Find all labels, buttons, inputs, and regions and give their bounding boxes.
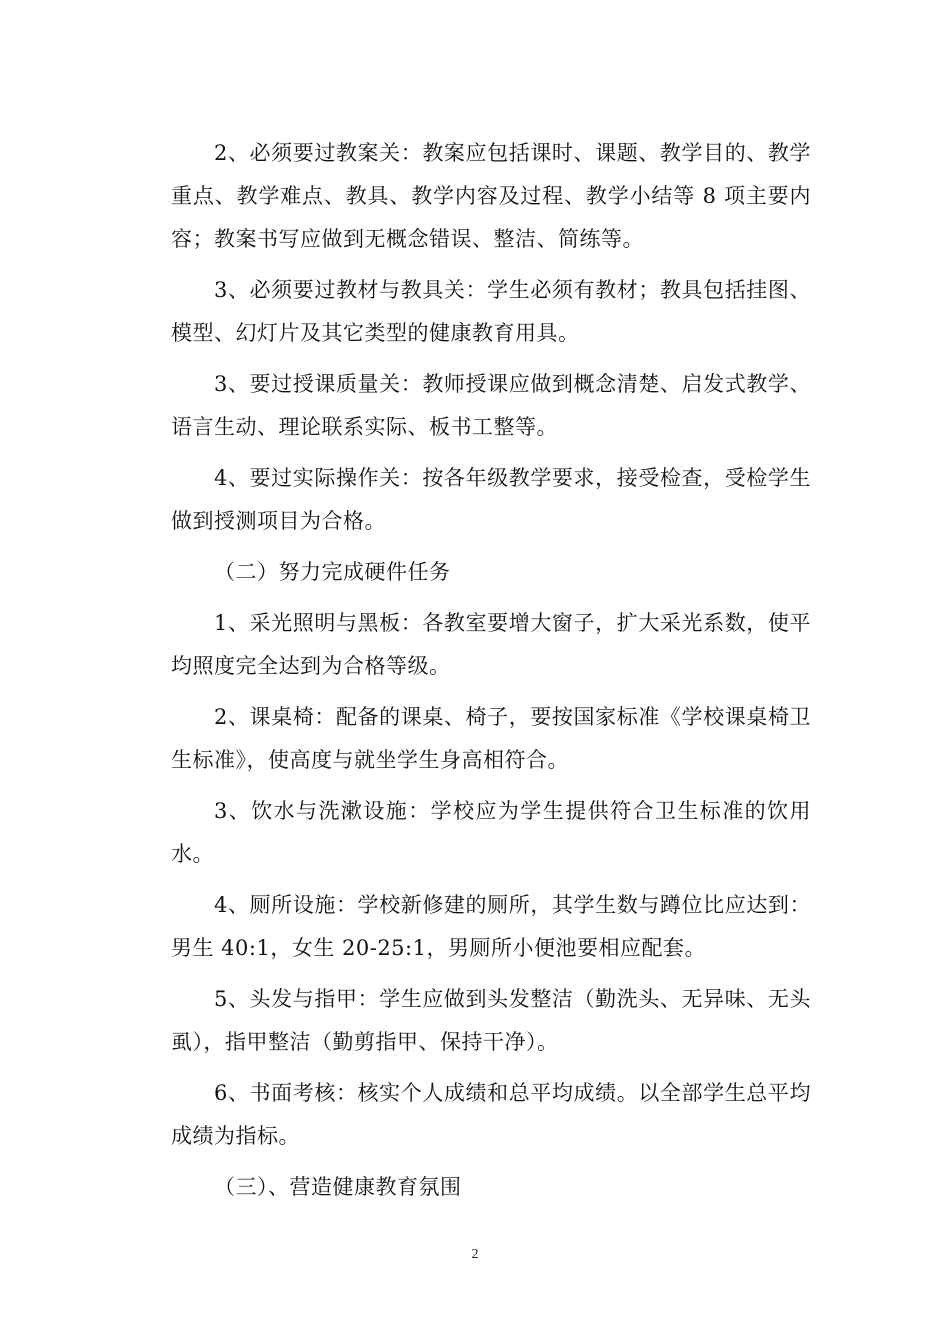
paragraph-lighting: 1、采光照明与黑板：各教室要增大窗子，扩大采光系数，使平均照度完全达到为合格等级。 — [171, 611, 811, 678]
section-heading-atmosphere: （三）、营造健康教育氛围 — [214, 1175, 462, 1199]
page-number: 2 — [471, 1247, 479, 1262]
paragraph-hair-nails: 5、头发与指甲：学生应做到头发整洁（勤洗头、无异味、无头虱），指甲整洁（勤剪指甲、保持干净）。 — [171, 987, 811, 1054]
paragraph-written-assessment: 6、书面考核：核实个人成绩和总平均成绩。以全部学生总平均成绩为指标。 — [171, 1081, 811, 1148]
paragraph-toilet-facilities: 4、厕所设施：学校新修建的厕所，其学生数与蹲位比应达到：男生 40:1，女生 20-25:1，男厕所小便池要相应配套。 — [171, 893, 811, 960]
document-body — [171, 132, 811, 1217]
paragraph-water-facilities: 3、饮水与洗漱设施：学校应为学生提供符合卫生标准的饮用水。 — [171, 799, 811, 866]
paragraph-practical-operation: 4、要过实际操作关：按各年级教学要求，接受检查，受检学生做到授测项目为合格。 — [171, 466, 811, 533]
paragraph-lesson-plan: 2、必须要过教案关：教案应包括课时、课题、教学目的、教学重点、教学难点、教具、教学内容及过程、教学小结等 8 项主要内容；教案书写应做到无概念错误、整洁、简练等。 — [171, 141, 811, 251]
section-heading-hardware: （二）努力完成硬件任务 — [214, 560, 451, 584]
paragraph-teaching-materials: 3、必须要过教材与教具关：学生必须有教材；教具包括挂图、模型、幻灯片及其它类型的健康教育用具。 — [171, 278, 811, 345]
paragraph-teaching-quality: 3、要过授课质量关：教师授课应做到概念清楚、启发式教学、语言生动、理论联系实际、板书工整等。 — [171, 372, 811, 439]
paragraph-desks-chairs: 2、课桌椅：配备的课桌、椅子，要按国家标准《学校课桌椅卫生标准》，使高度与就坐学生身高相符合。 — [171, 705, 811, 772]
